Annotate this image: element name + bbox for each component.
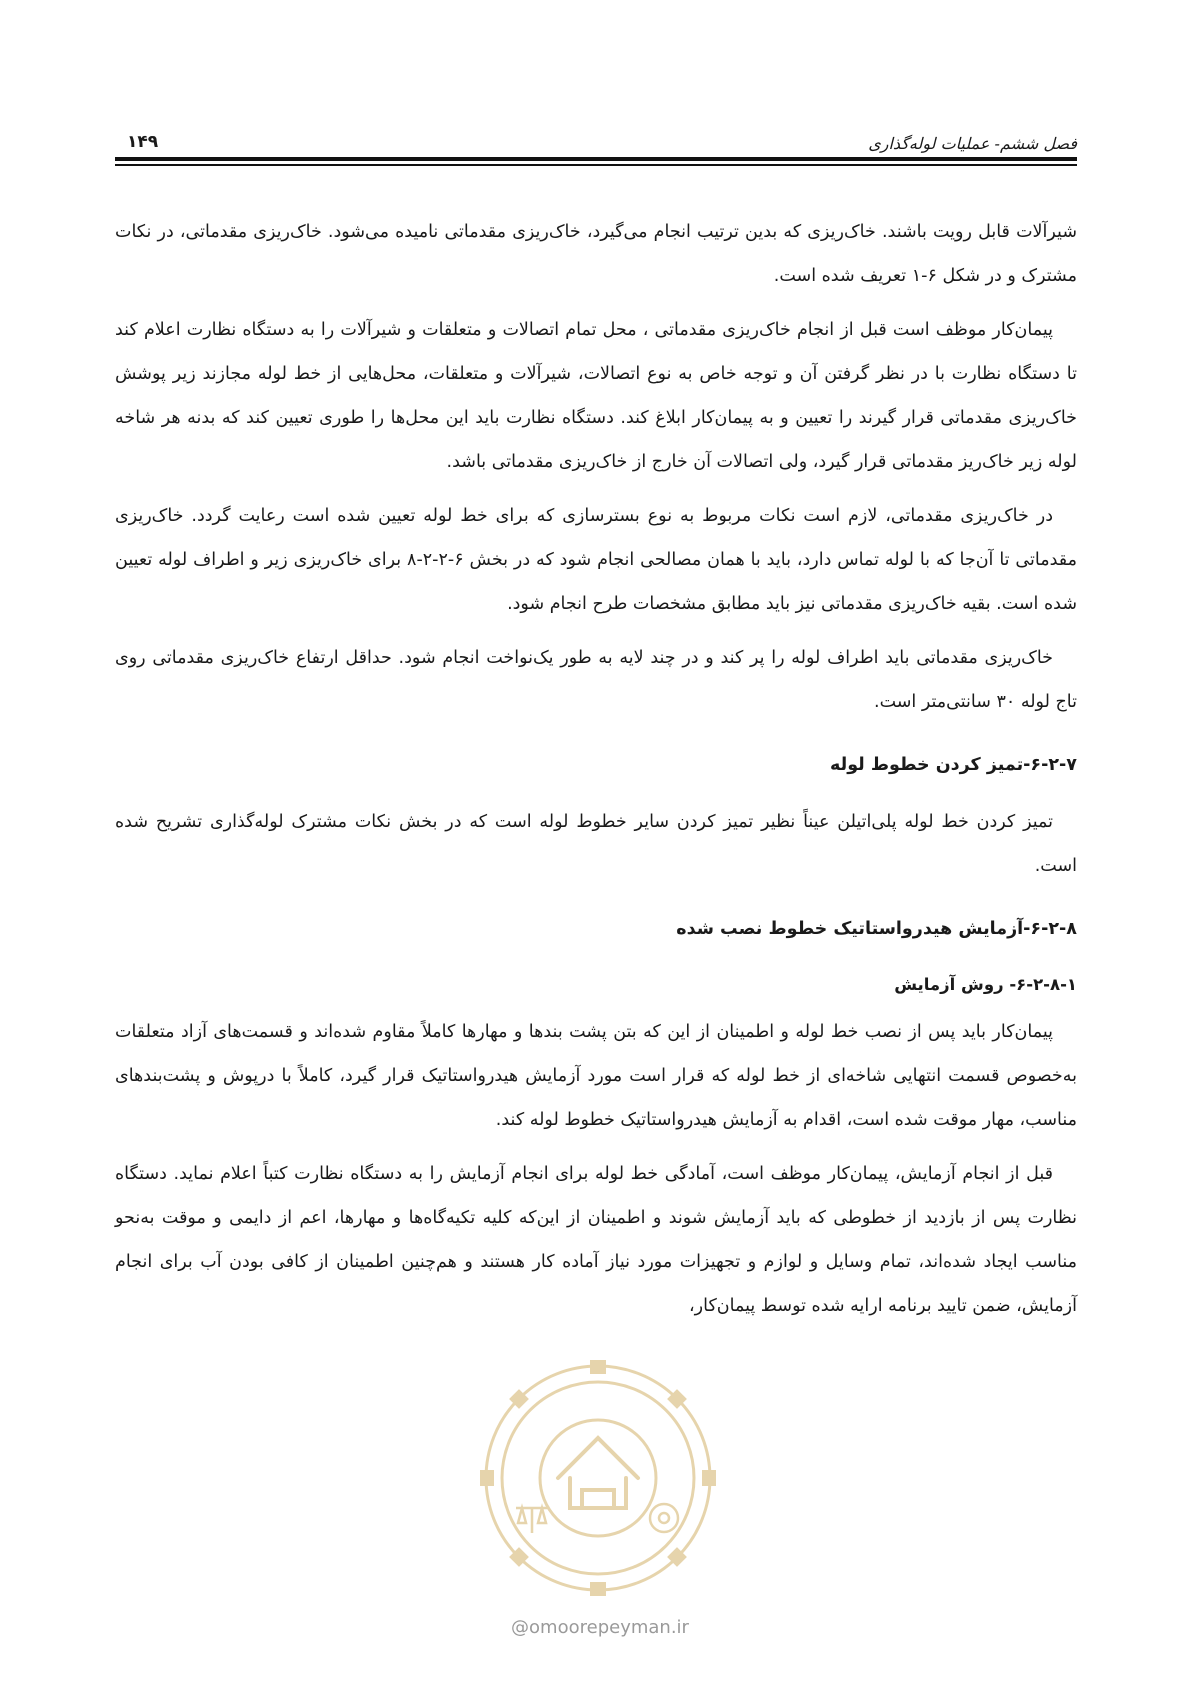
chapter-title: فصل ششم- عملیات لوله‌گذاری	[868, 134, 1077, 153]
paragraph: در خاک‌ریزی مقدماتی، لازم است نکات مربوط به نوع بسترسازی که برای خط لوله تعیین شده است رعایت گردد. خاک‌ریزی مقدماتی تا آن‌جا که با لوله تماس دارد، باید با همان مصالحی انجام شود که در بخش ۶-۲-۲-۸ برای خاک‌ریزی زیر و اطراف لوله تعیین شده است. بقیه خاک‌ریزی مقدماتی نیز باید مطابق مشخصات طرح انجام شود.	[115, 506, 1077, 614]
page-header	[115, 128, 1077, 160]
paragraph: قبل از انجام آزمایش، پیمان‌کار موظف است، آمادگی خط لوله برای انجام آزمایش را به دستگاه نظارت کتباً اعلام نماید. دستگاه نظارت پس از بازدید از خطوطی که باید آزمایش شوند و اطمینان از این‌که کلیه تکیه‌گاه‌ها و مهارها، اعم از دایمی و موقت به‌نحو مناسب ایجاد شده‌اند، تمام وسایل و لوازم و تجهیزات مورد نیاز آماده کار هستند و هم‌چنین اطمینان از کافی بودن آب برای انجام آزمایش، ضمن تایید برنامه ارایه شده توسط پیمان‌کار،	[115, 1164, 1077, 1316]
paragraph: خاک‌ریزی مقدماتی باید اطراف لوله را پر کند و در چند لایه به طور یک‌نواخت انجام شود. حداقل ارتفاع خاک‌ریزی مقدماتی روی تاج لوله ۳۰ سانتی‌متر است.	[115, 648, 1077, 712]
subsection-heading-6-2-8-1: ۶-۲-۸-۱- روش آزمایش	[894, 975, 1077, 994]
header-rule-thick	[115, 157, 1077, 161]
section-heading-6-2-7: ۶-۲-۷-تمیز کردن خطوط لوله	[830, 755, 1077, 775]
paragraph: شیرآلات قابل رویت باشند. خاک‌ریزی که بدین ترتیب انجام می‌گیرد، خاک‌ریزی مقدماتی نامیده می‌شود. خاک‌ریزی مقدماتی، در نکات مشترک و در شکل ۶-۱ تعریف شده است.	[115, 222, 1077, 286]
page-body	[115, 210, 1077, 1338]
header-rule-thin	[115, 164, 1077, 166]
watermark-seal-logo	[478, 1358, 718, 1598]
paragraph: پیمان‌کار باید پس از نصب خط لوله و اطمینان از این که بتن پشت بندها و مهارها کاملاً مقاوم شده‌اند و قسمت‌های آزاد متعلقات به‌خصوص قسمت انتهایی شاخه‌ای از خط لوله که قرار است مورد آزمایش هیدرواستاتیک قرار گیرد، کاملاً با درپوش و پشت‌بندهای مناسب، مهار موقت شده است، اقدام به آزمایش هیدرواستاتیک خطوط لوله کند.	[115, 1022, 1077, 1130]
paragraph: پیمان‌کار موظف است قبل از انجام خاک‌ریزی مقدماتی ، محل تمام اتصالات و متعلقات و شیرآلات را به دستگاه نظارت اعلام کند تا دستگاه نظارت با در نظر گرفتن آن و توجه خاص به نوع اتصالات، شیرآلات و متعلقات، محل‌هایی از خط لوله مجازند زیر پوشش خاک‌ریزی مقدماتی قرار گیرند را تعیین و به پیمان‌کار ابلاغ کند. دستگاه نظارت باید این محل‌ها را طوری تعیین کند که بدنه هر شاخه لوله زیر خاک‌ریز مقدماتی قرار گیرد، ولی اتصالات آن خارج از خاک‌ریزی مقدماتی باشد.	[115, 320, 1077, 472]
watermark-url: @omoorepeyman.ir	[511, 1617, 689, 1638]
page-number: ۱۴۹	[127, 132, 159, 152]
paragraph: تمیز کردن خط لوله پلی‌اتیلن عیناً نظیر تمیز کردن سایر خطوط لوله است که در بخش نکات مشترک لوله‌گذاری تشریح شده است.	[115, 812, 1077, 876]
section-heading-6-2-8: ۶-۲-۸-آزمایش هیدرواستاتیک خطوط نصب شده	[676, 919, 1077, 939]
